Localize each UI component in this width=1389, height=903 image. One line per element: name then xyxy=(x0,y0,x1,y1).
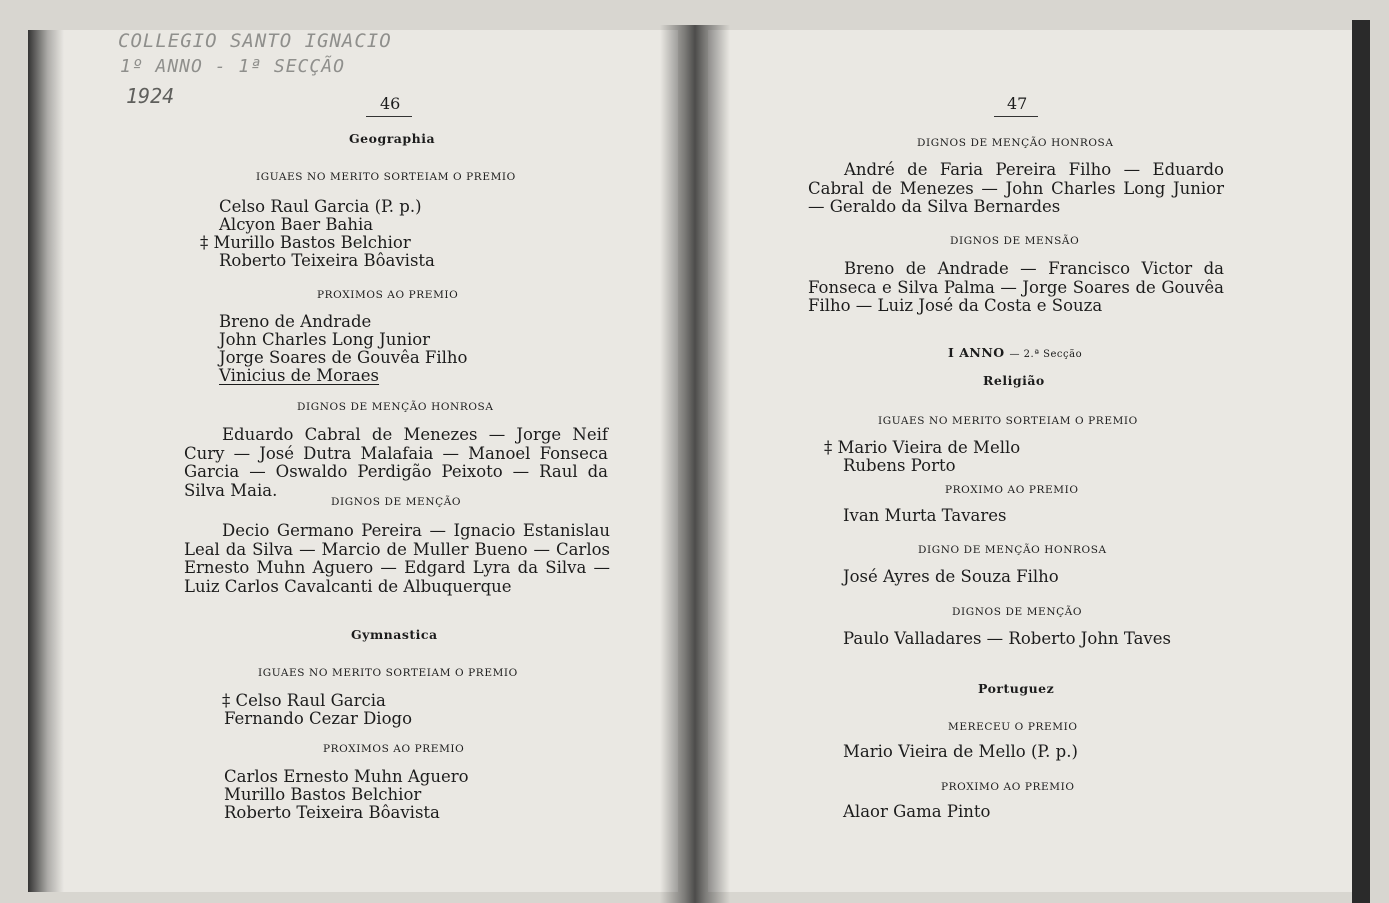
category-heading: PROXIMOS AO PREMIO xyxy=(323,743,465,755)
list-item: Ivan Murta Tavares xyxy=(843,506,1007,525)
list-item: ‡ Mario Vieira de Mello xyxy=(824,438,1021,457)
category-heading: IGUAES NO MERITO SORTEIAM O PREMIO xyxy=(256,171,516,183)
category-heading: IGUAES NO MERITO SORTEIAM O PREMIO xyxy=(258,667,518,679)
section-title-geographia: Geographia xyxy=(349,131,436,146)
section-title-portuguez: Portuguez xyxy=(978,681,1055,696)
page-number: 47 xyxy=(1007,94,1028,113)
section-title-gymnastica: Gymnastica xyxy=(351,627,438,642)
paragraph: Decio Germano Pereira — Ignacio Estanislau Leal da Silva — Marcio de Muller Bueno — Carlos Ernesto Muhn Aguero — Edgard Lyra da Silva — Luiz Carlos Cavalcanti de Albuquerque xyxy=(184,521,610,596)
list-item: Carlos Ernesto Muhn Aguero xyxy=(224,767,469,786)
page-number: 46 xyxy=(380,94,401,113)
paragraph: Eduardo Cabral de Menezes — Jorge Neif Cury — José Dutra Malafaia — Manoel Fonseca Garcia — Oswaldo Perdigão Peixoto — Raul da Silva Maia. xyxy=(184,425,608,500)
list-item: Fernando Cezar Diogo xyxy=(224,709,413,728)
list-item: Alaor Gama Pinto xyxy=(843,802,991,821)
handwritten-school-name: COLLEGIO SANTO IGNACIO xyxy=(118,30,392,52)
section-title-religiao: Religião xyxy=(983,373,1045,388)
paragraph: André de Faria Pereira Filho — Eduardo Cabral de Menezes — John Charles Long Junior — Geraldo da Silva Bernardes xyxy=(808,160,1224,216)
year-heading-text: I ANNO xyxy=(948,345,1005,360)
category-heading: PROXIMO AO PREMIO xyxy=(941,781,1075,793)
list-item: José Ayres de Souza Filho xyxy=(843,567,1059,586)
list-item-underlined: Vinicius de Moraes xyxy=(219,366,380,385)
book-gutter xyxy=(660,25,730,903)
list-item: Roberto Teixeira Bôavista xyxy=(224,803,440,822)
category-heading: MERECEU O PREMIO xyxy=(948,721,1078,733)
category-heading: PROXIMO AO PREMIO xyxy=(945,484,1079,496)
category-heading: DIGNOS DE MENSÃO xyxy=(950,235,1080,247)
page-edge-shadow xyxy=(1352,20,1370,903)
list-item: Jorge Soares de Gouvêa Filho xyxy=(219,348,468,367)
list-item: Alcyon Baer Bahia xyxy=(219,215,374,234)
paragraph: Breno de Andrade — Francisco Victor da Fonseca e Silva Palma — Jorge Soares de Gouvêa Filho — Luiz José da Costa e Souza xyxy=(808,259,1224,315)
category-heading: DIGNOS DE MENÇÃO HONROSA xyxy=(917,137,1114,149)
list-item: Celso Raul Garcia (P. p.) xyxy=(219,197,422,216)
list-item: Mario Vieira de Mello (P. p.) xyxy=(843,742,1078,761)
list-item: ‡ Murillo Bastos Belchior xyxy=(200,233,411,252)
category-heading: IGUAES NO MERITO SORTEIAM O PREMIO xyxy=(878,415,1138,427)
year-heading xyxy=(948,345,1082,360)
list-item: John Charles Long Junior xyxy=(219,330,431,349)
list-item: Roberto Teixeira Bôavista xyxy=(219,251,435,270)
page-number-rule xyxy=(994,116,1038,117)
handwritten-year: 1924 xyxy=(126,84,175,108)
list-item: Breno de Andrade xyxy=(219,312,372,331)
category-heading: PROXIMOS AO PREMIO xyxy=(317,289,459,301)
list-item: Murillo Bastos Belchior xyxy=(224,785,422,804)
category-heading: DIGNO DE MENÇÃO HONROSA xyxy=(918,544,1107,556)
category-heading: DIGNOS DE MENÇÃO xyxy=(331,496,462,508)
page-number-rule xyxy=(366,116,412,117)
year-heading-subtitle: — 2.ª Secção xyxy=(1009,349,1083,360)
category-heading: DIGNOS DE MENÇÃO xyxy=(952,606,1083,618)
category-heading: DIGNOS DE MENÇÃO HONROSA xyxy=(297,401,494,413)
page-shadow xyxy=(28,30,64,892)
list-item: ‡ Celso Raul Garcia xyxy=(222,691,386,710)
list-item: Paulo Valladares — Roberto John Taves xyxy=(843,629,1171,648)
handwritten-class: 1º ANNO - 1ª SECÇÃO xyxy=(120,56,345,77)
list-item: Rubens Porto xyxy=(843,456,956,475)
